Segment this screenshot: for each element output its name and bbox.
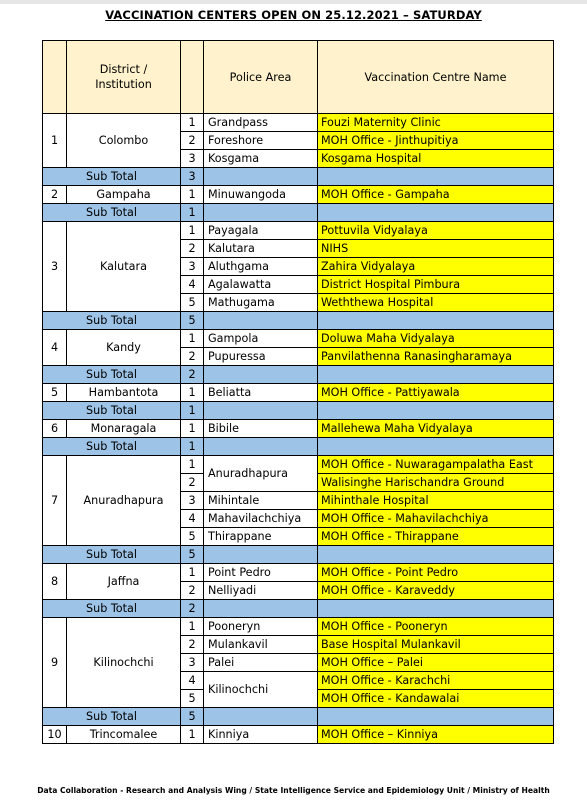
subtotal-empty [318, 600, 554, 618]
subtotal-label: Sub Total [43, 204, 181, 222]
centre-name: Kosgama Hospital [318, 150, 554, 168]
header-police-area: Police Area [204, 41, 318, 114]
subtotal-label: Sub Total [43, 366, 181, 384]
table-row [43, 618, 554, 636]
subtotal-value: 5 [181, 312, 204, 330]
subtotal-empty [204, 402, 318, 420]
subtotal-row [43, 168, 554, 186]
subtotal-empty [204, 366, 318, 384]
subtotal-row [43, 366, 554, 384]
centre-name: Panvilathenna Ranasingharamaya [318, 348, 554, 366]
subtotal-label: Sub Total [43, 402, 181, 420]
district-number: 2 [43, 186, 67, 204]
row-number: 2 [181, 348, 204, 366]
centre-name: District Hospital Pimbura [318, 276, 554, 294]
row-number: 1 [181, 186, 204, 204]
centre-name: MOH Office - Pattiyawala [318, 384, 554, 402]
centre-name: Zahira Vidyalaya [318, 258, 554, 276]
vaccination-centers-table [42, 40, 554, 744]
subtotal-empty [204, 438, 318, 456]
district-name: Kalutara [67, 222, 181, 312]
police-area: Payagala [204, 222, 318, 240]
district-number: 10 [43, 726, 67, 744]
row-number: 5 [181, 528, 204, 546]
centre-name: MOH Office - Kandawalai [318, 690, 554, 708]
subtotal-label: Sub Total [43, 708, 181, 726]
table-row [43, 222, 554, 240]
header-sub-number [181, 41, 204, 114]
table-header-row [43, 41, 554, 114]
row-number: 2 [181, 474, 204, 492]
row-number: 4 [181, 276, 204, 294]
row-number: 1 [181, 564, 204, 582]
row-number: 5 [181, 690, 204, 708]
police-area: Beliatta [204, 384, 318, 402]
row-number: 3 [181, 150, 204, 168]
subtotal-empty [204, 204, 318, 222]
police-area: Mahavilachchiya [204, 510, 318, 528]
subtotal-empty [204, 546, 318, 564]
centre-name: MOH Office - Jinthupitiya [318, 132, 554, 150]
police-area: Pupuressa [204, 348, 318, 366]
centre-name: Mihinthale Hospital [318, 492, 554, 510]
subtotal-empty [204, 312, 318, 330]
subtotal-empty [318, 546, 554, 564]
subtotal-empty [204, 168, 318, 186]
district-name: Kandy [67, 330, 181, 366]
subtotal-empty [318, 402, 554, 420]
police-area: Nelliyadi [204, 582, 318, 600]
row-number: 2 [181, 240, 204, 258]
police-area: Kalutara [204, 240, 318, 258]
police-area: Mulankavil [204, 636, 318, 654]
table-body [43, 114, 554, 744]
subtotal-row [43, 708, 554, 726]
subtotal-value: 2 [181, 366, 204, 384]
subtotal-row [43, 402, 554, 420]
centre-name: Weththewa Hospital [318, 294, 554, 312]
subtotal-value: 1 [181, 402, 204, 420]
centre-name: Doluwa Maha Vidyalaya [318, 330, 554, 348]
police-area: Mathugama [204, 294, 318, 312]
centre-name: Fouzi Maternity Clinic [318, 114, 554, 132]
district-number: 9 [43, 618, 67, 708]
row-number: 4 [181, 672, 204, 690]
district-name: Colombo [67, 114, 181, 168]
table-row [43, 330, 554, 348]
district-number: 4 [43, 330, 67, 366]
police-area: Aluthgama [204, 258, 318, 276]
row-number: 3 [181, 258, 204, 276]
row-number: 2 [181, 582, 204, 600]
district-name: Kilinochchi [67, 618, 181, 708]
centre-name: NIHS [318, 240, 554, 258]
subtotal-row [43, 600, 554, 618]
subtotal-row [43, 204, 554, 222]
district-name: Monaragala [67, 420, 181, 438]
police-area: Pooneryn [204, 618, 318, 636]
subtotal-row [43, 546, 554, 564]
centre-name: MOH Office - Point Pedro [318, 564, 554, 582]
centre-name: Pottuvila Vidyalaya [318, 222, 554, 240]
table-row [43, 114, 554, 132]
row-number: 1 [181, 618, 204, 636]
subtotal-label: Sub Total [43, 438, 181, 456]
subtotal-empty [318, 204, 554, 222]
row-number: 3 [181, 492, 204, 510]
row-number: 2 [181, 132, 204, 150]
row-number: 1 [181, 384, 204, 402]
police-area: Palei [204, 654, 318, 672]
police-area: Kilinochchi [204, 672, 318, 708]
subtotal-value: 1 [181, 204, 204, 222]
centre-name: MOH Office - Thirappane [318, 528, 554, 546]
centre-name: MOH Office – Kinniya [318, 726, 554, 744]
footer-credit: Data Collaboration - Research and Analysis Wing / State Intelligence Service and Epidemiology Unit / Ministry of Health [37, 786, 550, 795]
header-district: District / Institution [67, 41, 181, 114]
row-number: 5 [181, 294, 204, 312]
row-number: 1 [181, 726, 204, 744]
table-row [43, 456, 554, 474]
row-number: 1 [181, 222, 204, 240]
table-row [43, 186, 554, 204]
police-area: Minuwangoda [204, 186, 318, 204]
centre-name: MOH Office - Karachchi [318, 672, 554, 690]
subtotal-empty [204, 600, 318, 618]
police-area: Thirappane [204, 528, 318, 546]
district-name: Hambantota [67, 384, 181, 402]
subtotal-value: 5 [181, 708, 204, 726]
table-row [43, 726, 554, 744]
subtotal-value: 2 [181, 600, 204, 618]
district-name: Anuradhapura [67, 456, 181, 546]
police-area: Foreshore [204, 132, 318, 150]
district-number: 1 [43, 114, 67, 168]
subtotal-value: 5 [181, 546, 204, 564]
header-centre-name: Vaccination Centre Name [318, 41, 554, 114]
police-area: Mihintale [204, 492, 318, 510]
row-number: 1 [181, 456, 204, 474]
district-number: 6 [43, 420, 67, 438]
district-number: 7 [43, 456, 67, 546]
district-number: 5 [43, 384, 67, 402]
subtotal-label: Sub Total [43, 168, 181, 186]
top-rule [0, 0, 587, 4]
police-area: Kinniya [204, 726, 318, 744]
district-number: 3 [43, 222, 67, 312]
police-area: Bibile [204, 420, 318, 438]
table-row [43, 420, 554, 438]
centre-name: Mallehewa Maha Vidyalaya [318, 420, 554, 438]
police-area: Grandpass [204, 114, 318, 132]
police-area: Gampola [204, 330, 318, 348]
row-number: 3 [181, 654, 204, 672]
subtotal-empty [318, 438, 554, 456]
centre-name: MOH Office - Mahavilachchiya [318, 510, 554, 528]
centre-name: MOH Office - Pooneryn [318, 618, 554, 636]
subtotal-empty [318, 366, 554, 384]
row-number: 1 [181, 114, 204, 132]
subtotal-empty [318, 708, 554, 726]
police-area: Kosgama [204, 150, 318, 168]
district-number: 8 [43, 564, 67, 600]
row-number: 4 [181, 510, 204, 528]
district-name: Gampaha [67, 186, 181, 204]
subtotal-empty [204, 708, 318, 726]
table-row [43, 564, 554, 582]
table-row [43, 384, 554, 402]
police-area: Point Pedro [204, 564, 318, 582]
police-area: Agalawatta [204, 276, 318, 294]
row-number: 1 [181, 330, 204, 348]
centre-name: MOH Office – Palei [318, 654, 554, 672]
subtotal-label: Sub Total [43, 312, 181, 330]
row-number: 2 [181, 636, 204, 654]
centre-name: MOH Office - Karaveddy [318, 582, 554, 600]
row-number: 1 [181, 420, 204, 438]
subtotal-value: 3 [181, 168, 204, 186]
subtotal-label: Sub Total [43, 600, 181, 618]
subtotal-empty [318, 312, 554, 330]
district-name: Jaffna [67, 564, 181, 600]
header-number [43, 41, 67, 114]
district-name: Trincomalee [67, 726, 181, 744]
centre-name: MOH Office - Gampaha [318, 186, 554, 204]
subtotal-row [43, 438, 554, 456]
subtotal-value: 1 [181, 438, 204, 456]
centre-name: MOH Office - Nuwaragampalatha East [318, 456, 554, 474]
subtotal-empty [318, 168, 554, 186]
subtotal-label: Sub Total [43, 546, 181, 564]
subtotal-row [43, 312, 554, 330]
centre-name: Walisinghe Harischandra Ground [318, 474, 554, 492]
centre-name: Base Hospital Mulankavil [318, 636, 554, 654]
police-area: Anuradhapura [204, 456, 318, 492]
page-title: VACCINATION CENTERS OPEN ON 25.12.2021 – SATURDAY [105, 8, 482, 22]
